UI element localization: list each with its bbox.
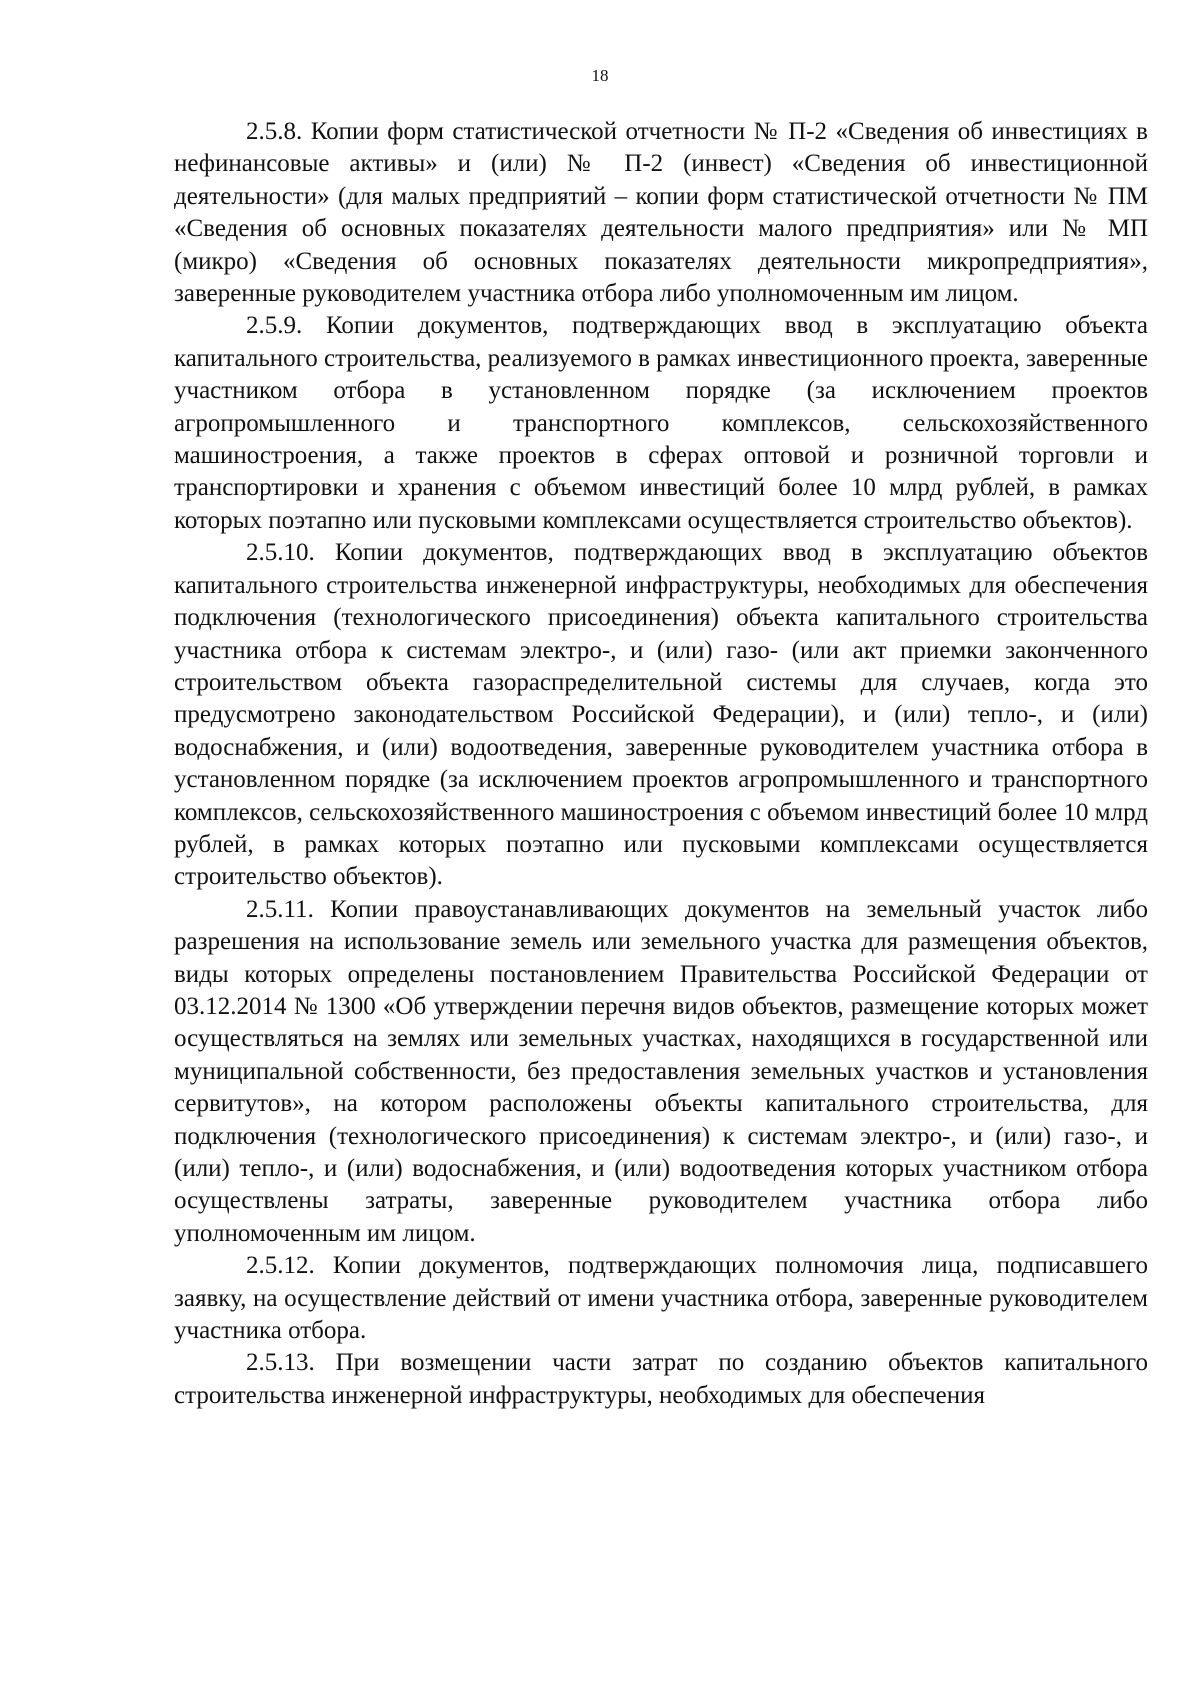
page-number: 18 bbox=[591, 66, 609, 85]
paragraph-2-5-13: 2.5.13. При возмещении части затрат по созданию объектов капитального строительства инженерной инфраструктуры, необходимых для обеспечения bbox=[174, 1349, 1148, 1409]
paragraph-2-5-8: 2.5.8. Копии форм статистической отчетности № П-2 «Сведения об инвестициях в нефинансовые активы» и (или) № П-2 (инвест) «Сведения об инвестиционной деятельности» (для малых предприятий – копии форм статистической отчетности № ПМ «Сведения об основных показателях деятельности малого предприятия» или № МП (микро) «Сведения об основных показателях деятельности микропредприятия», заверенные руководителем участника отбора либо уполномоченным им лицом. bbox=[174, 118, 1148, 308]
document-body bbox=[174, 116, 1148, 1412]
paragraph-2-5-11: 2.5.11. Копии правоустанавливающих документов на земельный участок либо разрешения на использование земель или земельного участка для размещения объектов, виды которых определены постановлением Правительства Российской Федерации от 03.12.2014 № 1300 «Об утверждении перечня видов объектов, размещение которых может осуществляться на землях или земельных участках, находящихся в государственной или муниципальной собственности, без предоставления земельных участков и установления сервитутов», на котором расположены объекты капитального строительства, для подключения (технологического присоединения) к системам электро-, и (или) газо-, и (или) тепло-, и (или) водоснабжения, и (или) водоотведения которых участником отбора осуществлены затраты, заверенные руководителем участника отбора либо уполномоченным им лицом. bbox=[174, 895, 1148, 1247]
paragraph-2-5-12: 2.5.12. Копии документов, подтверждающих полномочия лица, подписавшего заявку, на осуществление действий от имени участника отбора, заверенные руководителем участника отбора. bbox=[174, 1252, 1148, 1345]
paragraph-2-5-9: 2.5.9. Копии документов, подтверждающих ввод в эксплуатацию объекта капитального строительства, реализуемого в рамках инвестиционного проекта, заверенные участником отбора в установленном порядке (за исключением проектов агропромышленного и транспортного комплексов, сельскохозяйственного машиностроения, а также проектов в сферах оптовой и розничной торговли и транспортировки и хранения с объемом инвестиций более 10 млрд рублей, в рамках которых поэтапно или пусковыми комплексами осуществляется строительство объектов). bbox=[174, 312, 1148, 534]
paragraph-2-5-10: 2.5.10. Копии документов, подтверждающих ввод в эксплуатацию объектов капитального строительства инженерной инфраструктуры, необходимых для обеспечения подключения (технологического присоединения) объекта капитального строительства участника отбора к системам электро-, и (или) газо- (или акт приемки законченного строительством объекта газораспределительной системы для случаев, когда это предусмотрено законодательством Российской Федерации), и (или) тепло-, и (или) водоснабжения, и (или) водоотведения, заверенные руководителем участника отбора в установленном порядке (за исключением проектов агропромышленного и транспортного комплексов, сельскохозяйственного машиностроения с объемом инвестиций более 10 млрд рублей, в рамках которых поэтапно или пусковыми комплексами осуществляется строительство объектов). bbox=[174, 539, 1148, 891]
